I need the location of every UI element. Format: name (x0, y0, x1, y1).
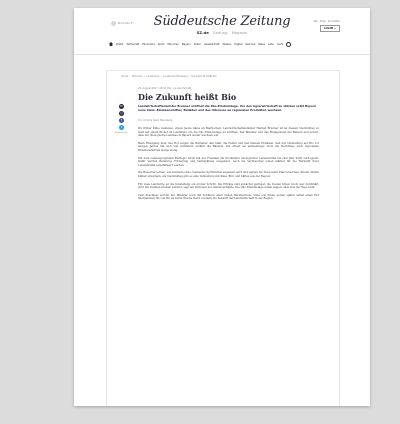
breadcrumb-item: Die Zukunft heißt Bio (191, 75, 217, 78)
nav-item-digital[interactable]: Digital (234, 42, 243, 46)
article-date: 29. August 2017, 18:44 Uhr · Landwirtschaft (138, 87, 192, 90)
nav-item-wirtschaft[interactable]: Wirtschaft (126, 42, 140, 46)
twitter-icon[interactable]: t (120, 125, 123, 129)
breadcrumb-item[interactable]: München (131, 75, 143, 78)
nav-item-karriere[interactable]: Karriere (245, 42, 256, 46)
nav-item-gesellschaft[interactable]: Gesellschaft (204, 42, 220, 46)
article-paragraph: Für viele Landwirte ist die Umstellung ein großer Schritt. Die Erträge sind zunächst geringer, die Kosten höher. Doch wer durchhält, wird mit stabilen Preisen belohnt, sagt ein Vertreter der Anbauverbände. Die Öko-Erlebnistage sollen zeigen, dass sich der Weg lohnt. (138, 182, 319, 190)
login-button[interactable]: LOGIN + (320, 25, 340, 32)
article-title: Die Zukunft heißt Bio (138, 92, 237, 102)
nav-item-bayern[interactable]: Bayern (181, 42, 191, 46)
subnav-zeitung[interactable]: Zeitung (212, 30, 228, 35)
main-nav (109, 40, 339, 48)
nav-item-kultur[interactable]: Kultur (193, 42, 202, 46)
nav-item-mehr[interactable]: mehr (276, 42, 284, 46)
breadcrumb: Home› München› Landkreise› Landkreis Ebersberg› Die Zukunft heißt Bio (121, 75, 217, 78)
nav-item-politik[interactable]: Politik (116, 42, 124, 46)
nav-item-panorama[interactable]: Panorama (142, 42, 155, 46)
link-abo[interactable]: Abo (313, 20, 318, 23)
article-paragraph: Beim Rundgang über den Hof zeigen die Betreiber den Stall, die Felder und den kleinen Hofladen. Seit der Umstellung auf Bio vor einigen Jahren hat sich viel verändert, erzählt die Bäuerin. Die Arbeit sei aufwendiger, doch die Nachfrage nach regionalen Biolebensmitteln steige stetig. (138, 141, 319, 152)
facebook-icon[interactable]: f (120, 118, 122, 122)
browser-page (74, 8, 370, 406)
weather-text: München 4° (118, 22, 134, 25)
link-login[interactable]: Anmelden (327, 20, 340, 23)
article-author[interactable]: Von Victoria Seilz, Ebersberg (138, 119, 173, 122)
subnav-magazin[interactable]: Magazin (231, 30, 248, 35)
article-paragraph: Mit dem Landesprogramm BioRegio 2020 will der Freistaat die Produktion ökologischer Lebensmittel bis zum Jahr 2020 verdoppeln. Dafür werden Beratung, Förderung und Vermarktung ausgebaut. Auch die Verbraucher sollen stärker für die Herkunft ihrer Lebensmittel sensibilisiert werden. (138, 156, 319, 167)
article-container (106, 70, 340, 406)
home-icon[interactable] (109, 42, 113, 46)
article-body (138, 127, 319, 205)
article-paragraph: Zum Abschluss spricht der Minister noch mit Schülern einer nahen Berufsschule. Viele von ihnen wollen später selbst einen Hof übernehmen. Bio sei für sie keine Nische mehr, sondern die Zukunft der Landwirtschaft in der Region. (138, 193, 319, 201)
nav-item-auto[interactable]: Auto (268, 42, 274, 46)
comments-link[interactable]: Kommentare (115, 132, 128, 134)
site-header (74, 8, 370, 55)
search-icon[interactable] (286, 42, 291, 47)
page-fade (107, 399, 339, 406)
nav-item-muenchen[interactable]: München (167, 42, 179, 46)
article-teaser: Landwirtschaftsminister Brunner eröffnet die Öko-Erlebnistage. Um den Agrarwirtschaft zu stärken setzt Bayern neue Ziele: Biolebensmittel, Bioläden und das Interesse an regionalen Produkten wachsen. (138, 104, 317, 112)
article-paragraph: Die Besucher lernen, wie Getreide ohne chemische Spritzmittel angebaut wird und warum die Tiere mehr Platz brauchen. Kinder dürfen Kälber streicheln, am Nachmittag gibt es eine Verkostung mit Käse, Brot und Säften aus der Region. (138, 171, 319, 178)
account-area (313, 20, 340, 32)
share-bar (115, 104, 128, 134)
nav-item-wissen[interactable]: Wissen (222, 42, 232, 46)
site-logo[interactable]: Süddeutsche Zeitung (153, 14, 291, 29)
nav-item-reise[interactable]: Reise (258, 42, 266, 46)
breadcrumb-item[interactable]: Landkreise (146, 75, 160, 78)
link-shop[interactable]: Shop (319, 20, 326, 23)
nav-item-sport[interactable]: Sport (157, 42, 165, 46)
print-icon[interactable]: ⎙ (120, 111, 123, 115)
article-paragraph: Wo früher Kühe weideten, sitzen heute Gäste an Biertischen: Landwirtschaftsminister Helmut Brunner ist an diesem Nachmittag zu Gast auf einem Biohof im Landkreis, um die Öko-Erlebnistage zu eröffnen. Der Minister lobt das Engagement der Bauern und betont, dass der ökologische Landbau in Bayern weiter wachsen soll. (138, 127, 319, 138)
breadcrumb-item[interactable]: Landkreis Ebersberg (163, 75, 188, 78)
mail-icon[interactable]: ✉ (120, 104, 123, 108)
breadcrumb-item[interactable]: Home (121, 75, 129, 78)
subnav-sz[interactable]: SZ.de (196, 30, 209, 35)
